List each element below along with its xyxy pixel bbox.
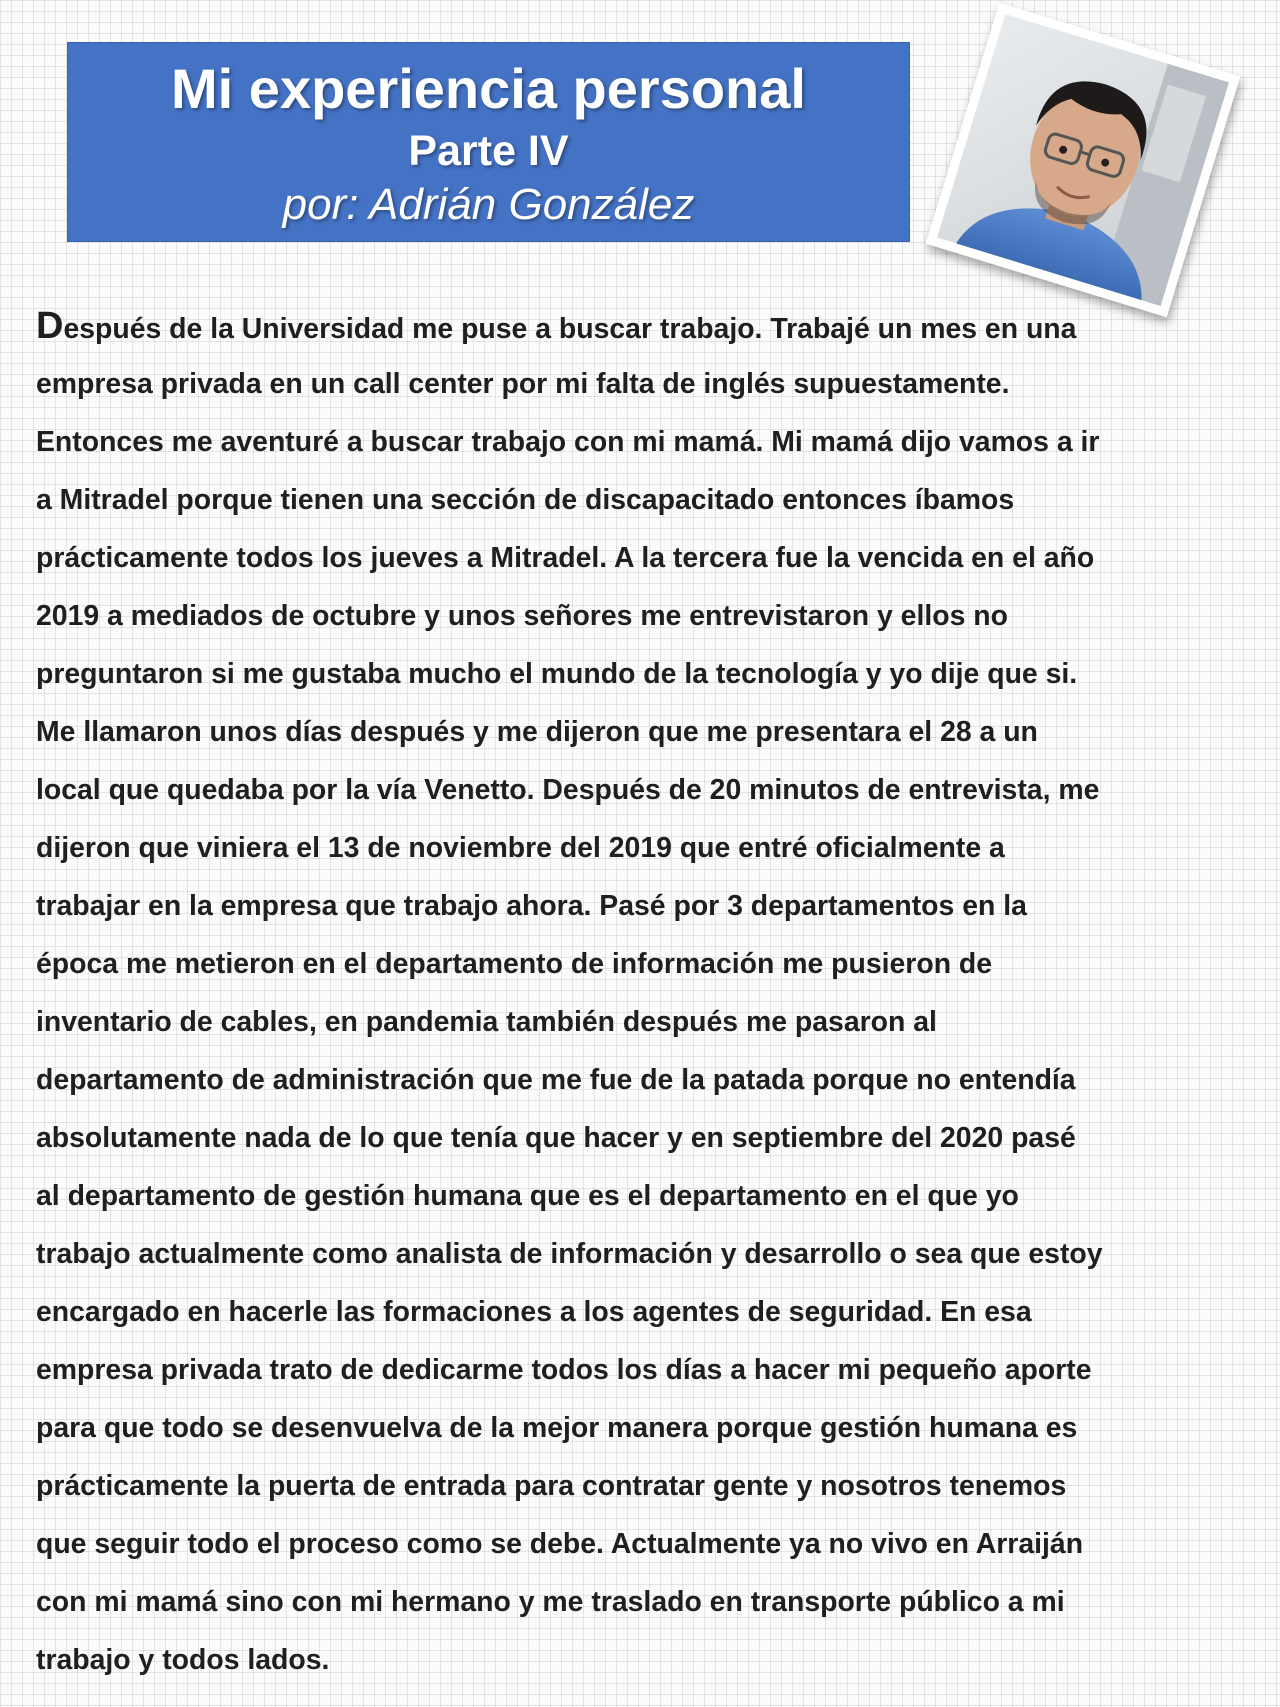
article-line: con mi mamá sino con mi hermano y me traslado en transporte público a mi <box>36 1586 1065 1618</box>
author-byline: por: Adrián González <box>282 180 695 229</box>
title-banner <box>67 42 910 242</box>
article-line: que seguir todo el proceso como se debe. Actualmente ya no vivo en Arraiján <box>36 1528 1084 1560</box>
article-first-line <box>36 297 1256 355</box>
article-line: encargado en hacerle las formaciones a los agentes de seguridad. En esa <box>36 1296 1032 1328</box>
article-line: a Mitradel porque tienen una sección de discapacitado entonces íbamos <box>36 484 1015 516</box>
article-line: departamento de administración que me fue de la patada porque no entendía <box>36 1064 1076 1096</box>
article-line: local que quedaba por la vía Venetto. Después de 20 minutos de entrevista, me <box>36 774 1100 806</box>
article-line: prácticamente la puerta de entrada para contratar gente y nosotros tenemos <box>36 1470 1067 1502</box>
article-line: al departamento de gestión humana que es el departamento en el que yo <box>36 1180 1019 1212</box>
article-line: 2019 a mediados de octubre y unos señores me entrevistaron y ellos no <box>36 600 1008 632</box>
article-line: época me metieron en el departamento de información me pusieron de <box>36 948 993 980</box>
article-line: trabajo y todos lados. <box>36 1644 330 1676</box>
article-line: empresa privada en un call center por mi falta de inglés supuestamente. <box>36 368 1010 400</box>
article-line: preguntaron si me gustaba mucho el mundo de la tecnología y yo dije que si. <box>36 658 1078 690</box>
article-line: trabajo actualmente como analista de información y desarrollo o sea que estoy <box>36 1238 1103 1270</box>
article-line: dijeron que viniera el 13 de noviembre del 2019 que entré oficialmente a <box>36 832 1005 864</box>
author-portrait-image <box>937 14 1229 306</box>
drop-cap: D <box>36 305 64 347</box>
page-title: Mi experiencia personal <box>171 57 806 120</box>
article-line: absolutamente nada de lo que tenía que hacer y en septiembre del 2020 pasé <box>36 1122 1076 1154</box>
first-line-text: espués de la Universidad me puse a buscar trabajo. Trabajé un mes en una <box>63 313 1077 345</box>
page-subtitle: Parte IV <box>408 127 569 175</box>
article-line: inventario de cables, en pandemia también después me pasaron al <box>36 1006 937 1038</box>
article-line: Me llamaron unos días después y me dijeron que me presentara el 28 a un <box>36 716 1038 748</box>
author-photo <box>926 3 1241 318</box>
article-line: empresa privada trato de dedicarme todos los días a hacer mi pequeño aporte <box>36 1354 1092 1386</box>
article-body <box>36 297 1256 1689</box>
article-line: trabajar en la empresa que trabajo ahora. Pasé por 3 departamentos en la <box>36 890 1027 922</box>
article-line: prácticamente todos los jueves a Mitradel. A la tercera fue la vencida en el año <box>36 542 1095 574</box>
article-line: Entonces me aventuré a buscar trabajo con mi mamá. Mi mamá dijo vamos a ir <box>36 426 1100 458</box>
article-line: para que todo se desenvuelva de la mejor manera porque gestión humana es <box>36 1412 1078 1444</box>
